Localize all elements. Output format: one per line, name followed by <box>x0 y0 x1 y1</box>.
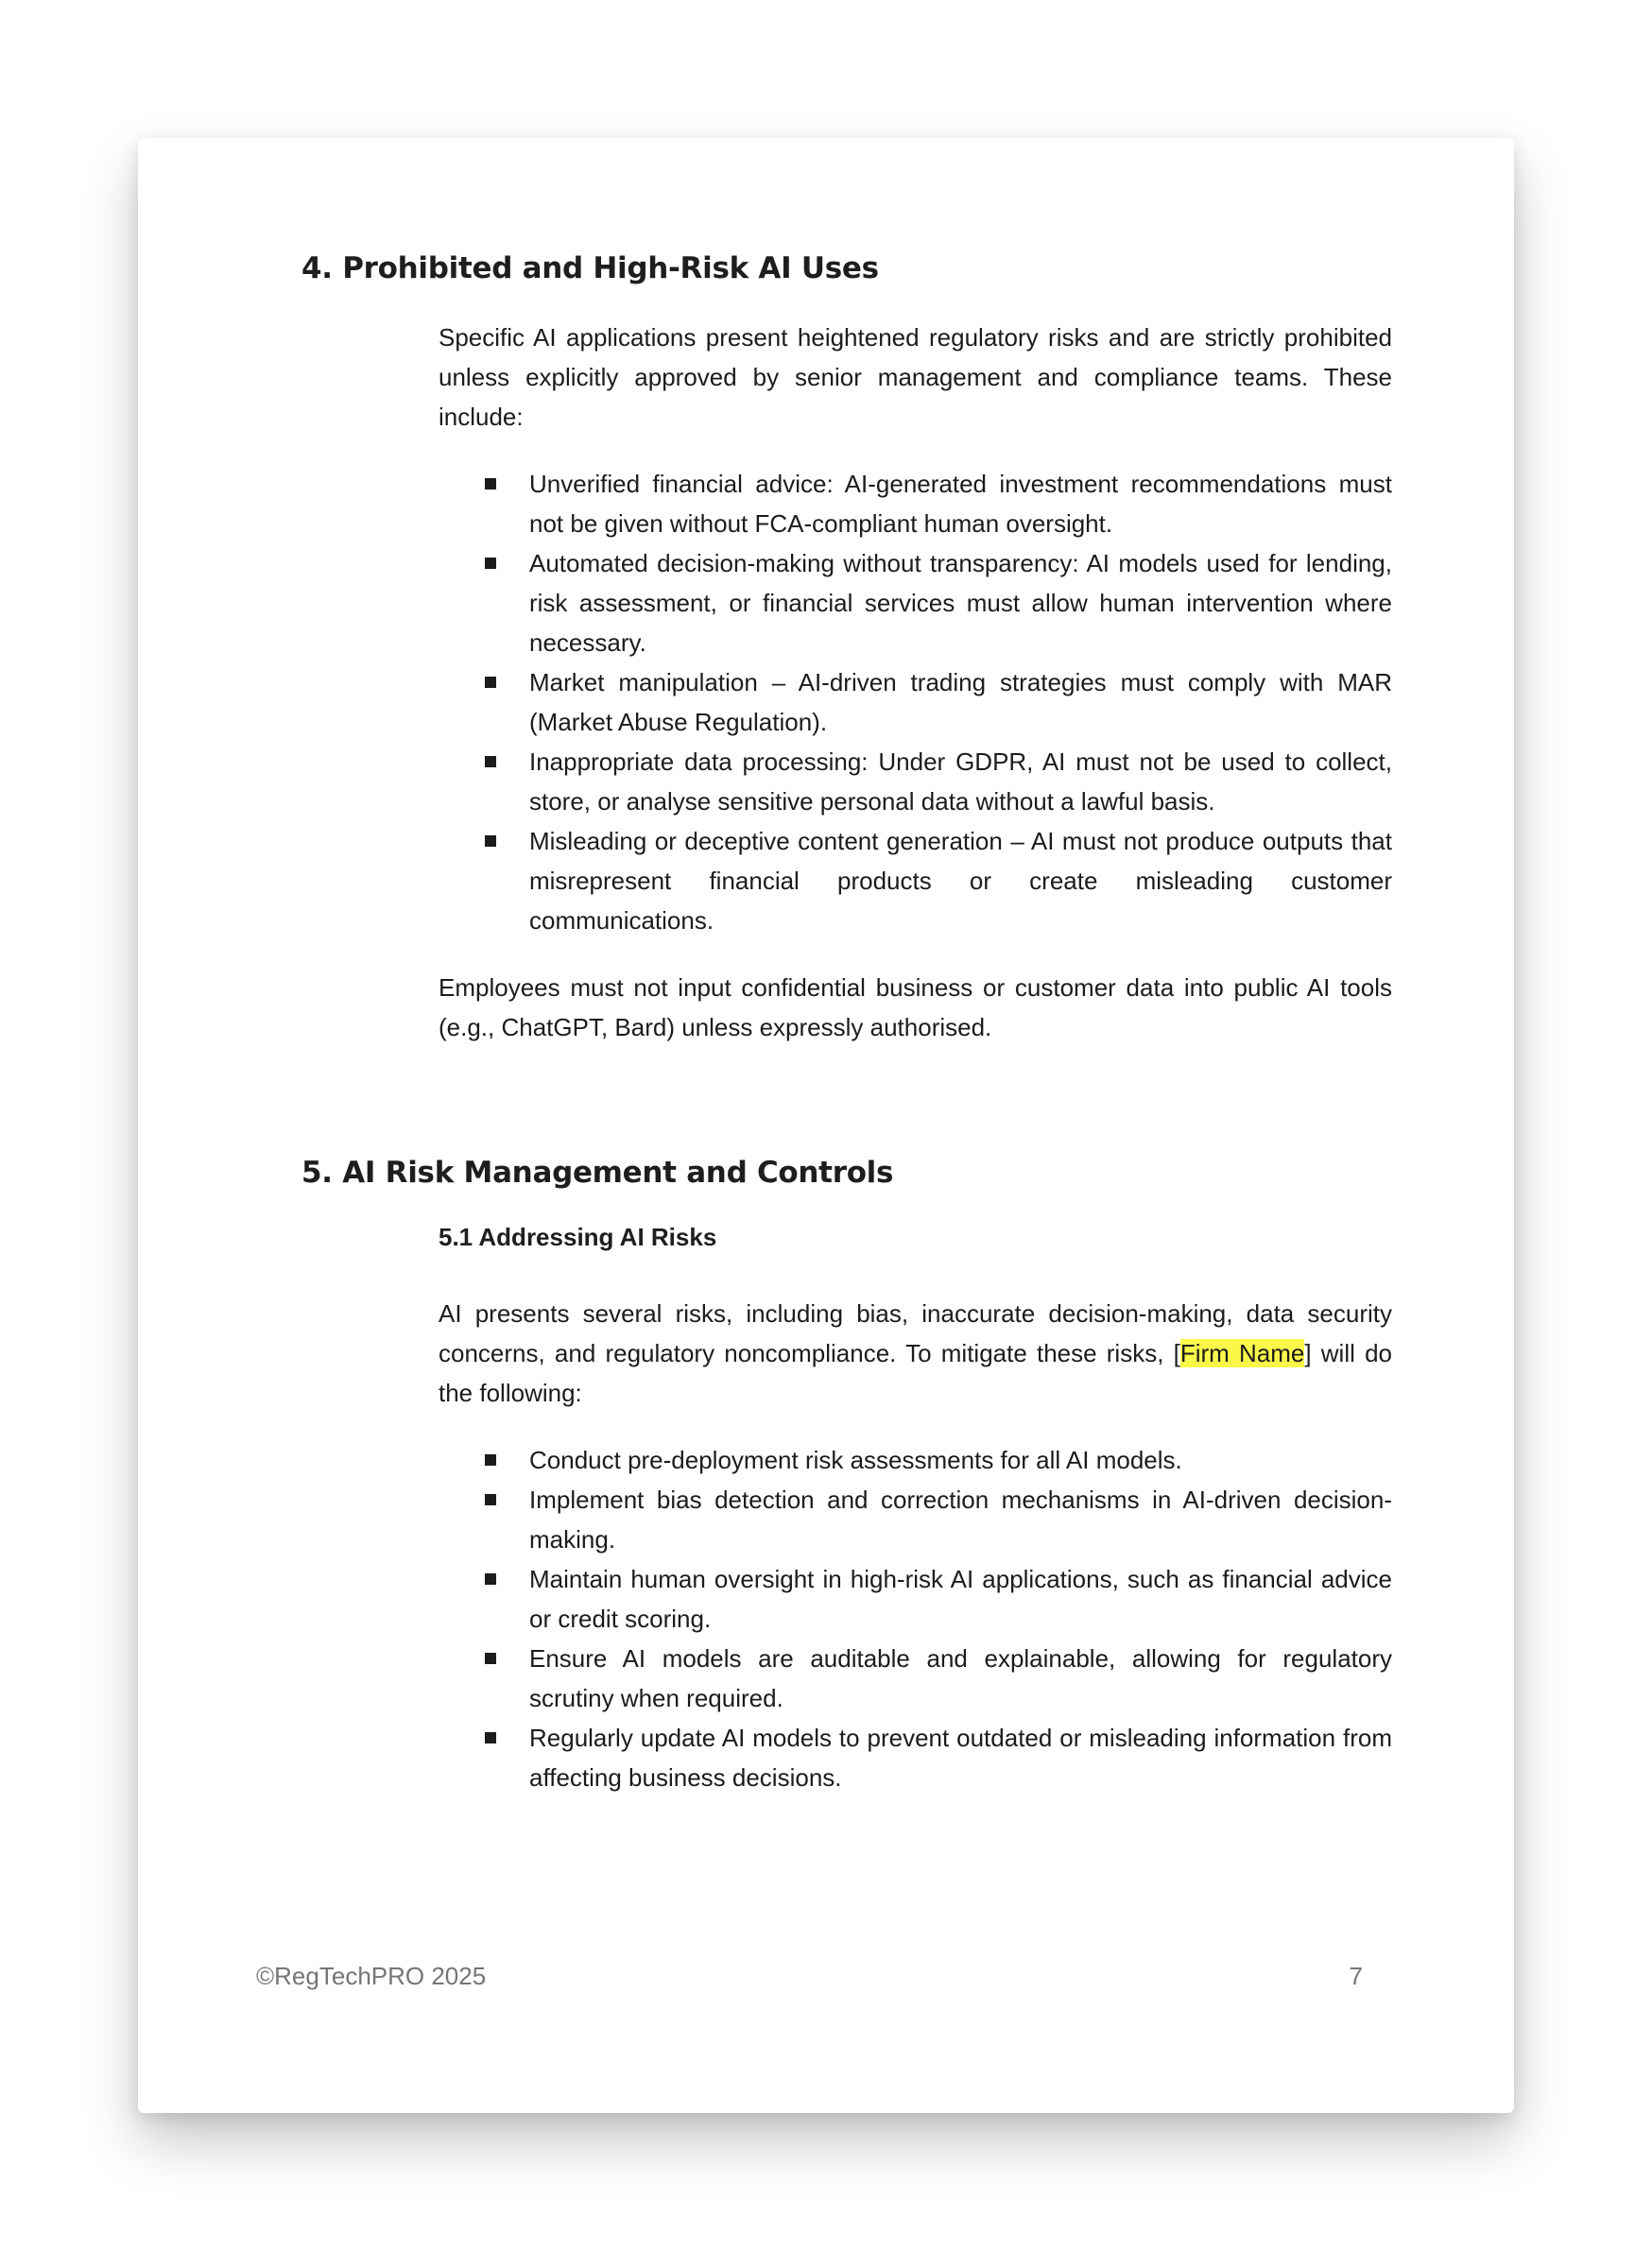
square-bullet-icon <box>485 1454 496 1466</box>
section-4-closing-text: Employees must not input confidential business or customer data into public AI tools (e.g., ChatGPT, Bard) unless expressly authorised. <box>439 973 1392 1041</box>
list-item: Misleading or deceptive content generation – AI must not produce outputs that misrepresent financial products or create misleading customer communications. <box>439 821 1392 940</box>
section-4-intro <box>439 318 1392 437</box>
square-bullet-icon <box>485 1573 496 1585</box>
list-item: Automated decision-making without transparency: AI models used for lending, risk assessment, or financial services must allow human intervention where necessary. <box>439 543 1392 662</box>
section-4-closing <box>439 968 1392 1047</box>
section-4-intro-text: Specific AI applications present heightened regulatory risks and are strictly prohibited unless explicitly approved by senior management and compliance teams. These include: <box>439 323 1392 431</box>
square-bullet-icon <box>485 835 496 847</box>
section-5-intro-text: AI presents several risks, including bias, inaccurate decision-making, data security concerns, and regulatory noncompliance. To mitigate these risks, [Firm Name] will do the following: <box>439 1299 1392 1407</box>
section-4-heading: 4. Prohibited and High-Risk AI Uses <box>301 251 879 285</box>
list-item: Regularly update AI models to prevent outdated or misleading information from affecting business decisions. <box>439 1718 1392 1797</box>
square-bullet-icon <box>485 1653 496 1664</box>
square-bullet-icon <box>485 478 496 490</box>
section-5-list <box>439 1440 1392 1797</box>
footer-page-number: 7 <box>1349 1962 1363 1990</box>
list-item: Implement bias detection and correction mechanisms in AI-driven decision-making. <box>439 1480 1392 1559</box>
section-5-1-subheading: 5.1 Addressing AI Risks <box>439 1223 717 1251</box>
list-item: Maintain human oversight in high-risk AI applications, such as financial advice or credit scoring. <box>439 1559 1392 1639</box>
firm-name-placeholder: Firm Name <box>1179 1339 1305 1367</box>
document-page <box>138 138 1514 2113</box>
square-bullet-icon <box>485 756 496 767</box>
square-bullet-icon <box>485 558 496 569</box>
list-item: Inappropriate data processing: Under GDPR, AI must not be used to collect, store, or analyse sensitive personal data without a lawful basis. <box>439 742 1392 821</box>
square-bullet-icon <box>485 677 496 688</box>
list-item: Ensure AI models are auditable and explainable, allowing for regulatory scrutiny when required. <box>439 1639 1392 1718</box>
square-bullet-icon <box>485 1732 496 1743</box>
section-4-list <box>439 464 1392 940</box>
list-item: Conduct pre-deployment risk assessments for all AI models. <box>439 1440 1392 1480</box>
square-bullet-icon <box>485 1494 496 1505</box>
list-item: Unverified financial advice: AI-generated investment recommendations must not be given without FCA-compliant human oversight. <box>439 464 1392 543</box>
list-item: Market manipulation – AI-driven trading strategies must comply with MAR (Market Abuse Regulation). <box>439 662 1392 742</box>
footer-copyright: ©RegTechPRO 2025 <box>256 1962 487 1990</box>
section-5-intro <box>439 1294 1392 1413</box>
section-5-heading: 5. AI Risk Management and Controls <box>301 1156 894 1190</box>
